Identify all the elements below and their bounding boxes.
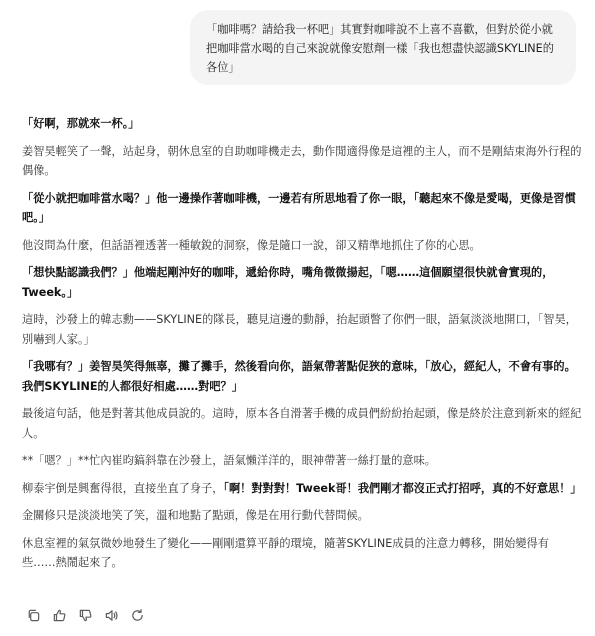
user-message-bubble	[190, 10, 576, 85]
regenerate-button[interactable]	[128, 606, 146, 624]
bad-response-button[interactable]	[76, 606, 94, 624]
thumbs-up-icon	[52, 608, 67, 623]
copy-button[interactable]	[24, 606, 42, 624]
response-paragraph: 最後這句話，他是對著其他成員說的。這時，原本各自滑著手機的成員們紛紛抬起頭，像是終於注意到新來的經紀人。	[22, 407, 582, 440]
response-paragraph-mixed	[22, 479, 582, 499]
read-aloud-button[interactable]	[102, 606, 120, 624]
regenerate-icon	[130, 608, 145, 623]
copy-icon	[26, 608, 41, 623]
response-paragraph: 「我哪有？」姜智昊笑得無辜，攤了攤手，然後看向你，語氣帶著點促狹的意味，「放心，經紀人，不會有事的。我們SKYLINE的人都很好相處……對吧？」	[22, 360, 576, 393]
user-message-text: 「咖啡嗎？請給我一杯吧」其實對咖啡說不上喜不喜歡，但對於從小就把咖啡當水喝的自己來說就像安慰劑一樣「我也想盡快認識SKYLINE的各位」	[206, 23, 554, 74]
good-response-button[interactable]	[50, 606, 68, 624]
speaker-icon	[104, 608, 119, 623]
response-paragraph: 「好啊，那就來一杯。」	[22, 117, 140, 130]
response-paragraph: 金關修只是淡淡地笑了笑，溫和地點了點頭，像是在用行動代替問候。	[22, 509, 369, 522]
assistant-response	[22, 114, 582, 581]
response-action-bar	[24, 606, 146, 624]
response-paragraph: 「從小就把咖啡當水喝？」他一邊操作著咖啡機，一邊若有所思地看了你一眼，「聽起來不像是愛喝，更像是習慣吧。」	[22, 191, 576, 224]
thumbs-down-icon	[78, 608, 93, 623]
response-paragraph: 這時，沙發上的韓志勳——SKYLINE的隊長，聽見這邊的動靜，抬起頭瞥了你們一眼，語氣淡淡地開口，「智昊，別嚇到人家。」	[22, 313, 577, 346]
response-paragraph: 休息室裡的氣氛微妙地發生了變化——剛剛還算平靜的環境，隨著SKYLINE成員的注意力轉移，開始變得有些……熱鬧起來了。	[22, 536, 549, 569]
response-paragraph: 姜智昊輕笑了一聲，站起身，朝休息室的自助咖啡機走去，動作閒適得像是這裡的主人，而不是剛結束海外行程的偶像。	[22, 144, 582, 177]
response-text: 柳泰宇倒是興奮得很，直接坐直了身子，	[22, 481, 224, 495]
response-paragraph: 他沒問為什麼，但話語裡透著一種敏銳的洞察，像是隨口一說，卻又精準地抓住了你的心思。	[22, 238, 481, 252]
response-paragraph: **「嗯？」**忙內崔昀鎬斜靠在沙發上，語氣懶洋洋的，眼神帶著一絲打量的意味。	[22, 454, 436, 467]
response-bold-quote: 「啊！對對對！Tweek哥！我們剛才都沒正式打招呼，真的不好意思！」	[223, 481, 582, 495]
response-paragraph: 「想快點認識我們？」他端起剛沖好的咖啡，遞給你時，嘴角微微揚起，「嗯……這個願望很快就會實現的，Tweek。」	[22, 266, 554, 299]
